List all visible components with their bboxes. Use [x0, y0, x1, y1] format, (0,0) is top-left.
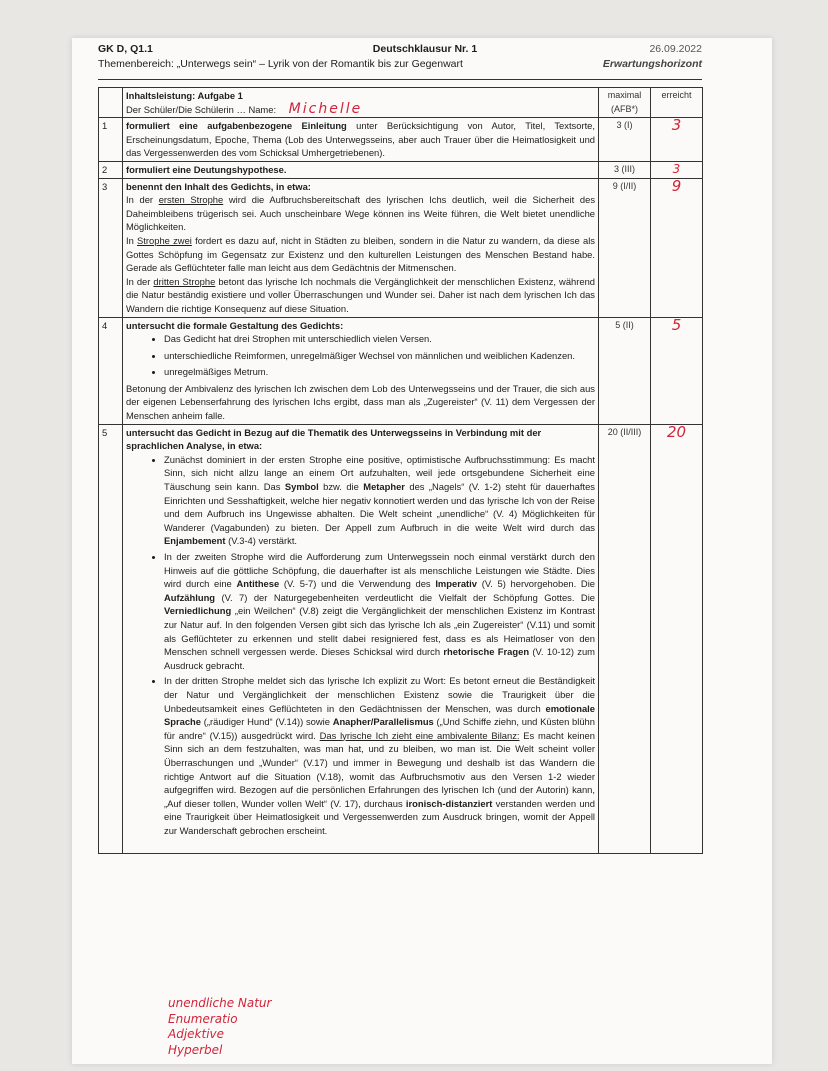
course-label: GK D, Q1.1 [98, 43, 153, 55]
achieved-points: 5 [671, 315, 682, 334]
exam-title: Deutschklausur Nr. 1 [372, 43, 478, 55]
achieved-points: 3 [672, 161, 681, 176]
document-header [98, 42, 702, 72]
intro-title: Inhaltsleistung: Aufgabe 1 [126, 90, 243, 101]
form-bullet-list [126, 332, 595, 379]
col-max-header: maximal (AFB*) [599, 88, 651, 118]
row-number: 1 [99, 118, 123, 162]
max-points: 3 (III) [599, 161, 651, 178]
row-lead: untersucht das Gedicht in Bezug auf die Thematik des Unterwegsseins in Verbindung mit der sprachlichen Analyse, in etwa: [126, 426, 542, 452]
table-row [99, 317, 703, 424]
stanza-2-summary: In Strophe zwei fordert es dazu auf, nicht in Städten zu bleiben, sondern in die Natur zu wandern, da diese als Gottes Schöpfung im Gegensatz zur Existenz und den kulturellen Leistungen des Menschen Bestand habe. Gerade als Geflüchteter falle man leicht aus dem Gedächtnis der Mitmenschen. [126, 234, 595, 274]
row-text: unter Berücksichtigung von Autor, Titel, Textsorte, Erscheinungsdatum, Epoche, Thema (Lob des Unterwegsseins, aber auch Trauer über die Heimatlosigkeit und das Vergessenwerden des vom Schicksal Umhergetriebenen). [126, 120, 595, 159]
row-lead: formuliert eine Deutungshypothese. [126, 163, 287, 175]
student-label: Der Schüler/Die Schülerin … Name: [126, 103, 277, 115]
list-item: • unregelmäßiges Metrum. [164, 365, 595, 379]
theme-line: Themenbereich: „Unterwegs sein“ – Lyrik von der Romantik bis zur Gegenwart [98, 58, 463, 70]
achieved-points: 3 [671, 116, 682, 135]
list-item: • unterschiedliche Reimformen, unregelmäßiger Wechsel von männlichen und weiblichen Kadenzen. [164, 349, 595, 363]
grading-table [98, 87, 703, 854]
note-line: Adjektive [168, 1027, 225, 1041]
max-points: 9 (I/II) [599, 178, 651, 317]
note-line: unendliche Natur [168, 996, 272, 1010]
row-number: 5 [99, 424, 123, 854]
list-item: • Das Gedicht hat drei Strophen mit unterschiedlich vielen Versen. [164, 332, 595, 346]
stanza-3-summary: In der dritten Strophe betont das lyrische Ich nochmals die Vergänglichkeit der menschlichen Existenz, während die Natur beständig existiere und voller Überraschungen und Wunder sei. Daher ist nach dem lyrischen Ich das Wandern die richtige Konsequenz auf diese Situation. [126, 275, 596, 314]
list-item: • In der zweiten Strophe wird die Aufforderung zum Unterwegssein noch einmal verstärkt durch den Hinweis auf die göttliche Schöpfung, die dauerhafter ist als menschliche Leistungen wie Städte. Dies wird durch eine Antithese (V. 5-7) und die Verwendung des Imperativ (V. 5) hervorgehoben. Die Aufzählung (V. 7) der Naturgegebenheiten verdeutlicht die Vielfalt der Schöpfung Gottes. Die Verniedlichung „ein Weilchen“ (V.8) zeigt die Vergänglichkeit der menschlichen Existenz im Kontrast zur Natur auf. In den folgenden Versen gibt sich das lyrische Ich als „ein Zugereister“ (V.11) und somit als Geflüchteter zu erkennen und stellt dabei resigniered fest, dass es als Heimatloser von den Menschen schnell vergessen werde. Dieses Schicksal wird durch rhetorische Fragen (V. 10-12) zum Ausdruck gebracht. [164, 550, 595, 672]
col-achieved-header: erreicht [651, 88, 703, 118]
row-lead: benennt den Inhalt des Gedichts, in etwa: [126, 180, 311, 192]
stanza-1-summary: In der ersten Strophe wird die Aufbruchsbereitschaft des lyrischen Ichs deutlich, weil die Sicherheit des Daheimbleibens trügerisch sei. Auch unscheinbare Wege können ins Weite führen, die Welt bietet unendliche Möglichkeiten. [126, 194, 596, 233]
row-number: 4 [99, 317, 123, 424]
form-closing: Betonung der Ambivalenz des lyrischen Ich zwischen dem Lob des Unterwegsseins und der Trauer, die sich aus der eigenen Lebenserfahrung des lyrischen Ichs ergibt, dass man als „Zugereister“ (V. 11) dem Vergessen der Menschen anheim falle. [126, 382, 595, 422]
student-name-line [126, 100, 595, 117]
student-name: Michelle [288, 100, 363, 117]
table-header-row [99, 88, 703, 118]
list-item: • Zunächst dominiert in der ersten Strophe eine positive, optimistische Aufbruchsstimmung: Es macht Sinn, sich nicht allzu lange an einem Ort aufzuhalten, weil jede ortsgebundene Sicherheit eine Täuschung sein kann. Das Symbol bzw. die Metapher des „Nagels“ (V. 1-2) steht für dauerhaftes Einrichten und Sesshaftigkeit, welche hier negativ konnotiert werden und das lyrische Ich von der Reise und dem Aufbruch ins Ungewisse abhalten. Die Welt scheint „unendliche“ (V. 4) Möglichkeiten für Wanderer (Vagabunden) zu bieten. Der Appell zum Aufbruch in die weite Welt wird durch das Enjambement (V.3-4) verstärkt. [164, 453, 595, 548]
header-divider [98, 79, 702, 80]
achieved-points: 9 [671, 176, 682, 195]
exam-date: 26.09.2022 [649, 43, 702, 55]
table-row [99, 118, 703, 162]
analysis-bullet-list [126, 453, 595, 838]
row-number: 2 [99, 161, 123, 178]
note-line: Hyperbel [168, 1042, 223, 1057]
max-points: 20 (II/III) [599, 424, 651, 854]
document-type: Erwartungshorizont [602, 58, 702, 70]
table-row [99, 424, 703, 854]
list-item: • In der dritten Strophe meldet sich das lyrische Ich explizit zu Wort: Es betont erneut die Beständigkeit der Natur und Vergänglichkeit der menschlichen Existenz sowie die Traurigkeit über die Unbedeutsamkeit eines Geflüchteten in den Gedächtnissen der Menschen, was durch emotionale Sprache („räudiger Hund“ (V.14)) sowie Anapher/Parallelismus („Und Schiffe ziehn, und Küsten blühn für andre“ (V.15)) ausgedrückt wird. Das lyrische Ich zieht eine ambivalente Bilanz: Es macht keinen Sinn sich an dem festzuhalten, was man hat, und zu bleiben, wo man ist. Die Welt scheint voller Überraschungen und „Wunder“ (V.17) und immer in Bewegung und deshalb ist das Wandern die richtige Antwort auf die Situation (V.18), womit das Aufbruchsmotiv aus den Versen 1-2 wieder aufgegriffen wird. Bezogen auf die persönlichen Erfahrungen des lyrischen Ich (und der Autorin) kann, „Auf dieser tollen, Wunder vollen Welt“ (V. 17), durchaus ironisch-distanziert verstanden werden und eine Traurigkeit über Heimatlosigkeit und Vergessenwerden zum Ausdruck bringen, womit der Appell zur Wanderschaft gebrochen erscheint. [164, 674, 595, 837]
row-lead: formuliert eine aufgabenbezogene Einleitung [126, 120, 347, 132]
row-lead: untersucht die formale Gestaltung des Gedichts: [126, 319, 344, 331]
max-points: 5 (II) [599, 317, 651, 424]
max-points: 3 (I) [599, 118, 651, 162]
table-row [99, 178, 703, 317]
handwritten-notes [168, 996, 271, 1058]
row-number: 3 [99, 178, 123, 317]
note-line: Enumeratio [168, 1011, 238, 1026]
table-row [99, 161, 703, 178]
achieved-points: 20 [666, 422, 687, 441]
